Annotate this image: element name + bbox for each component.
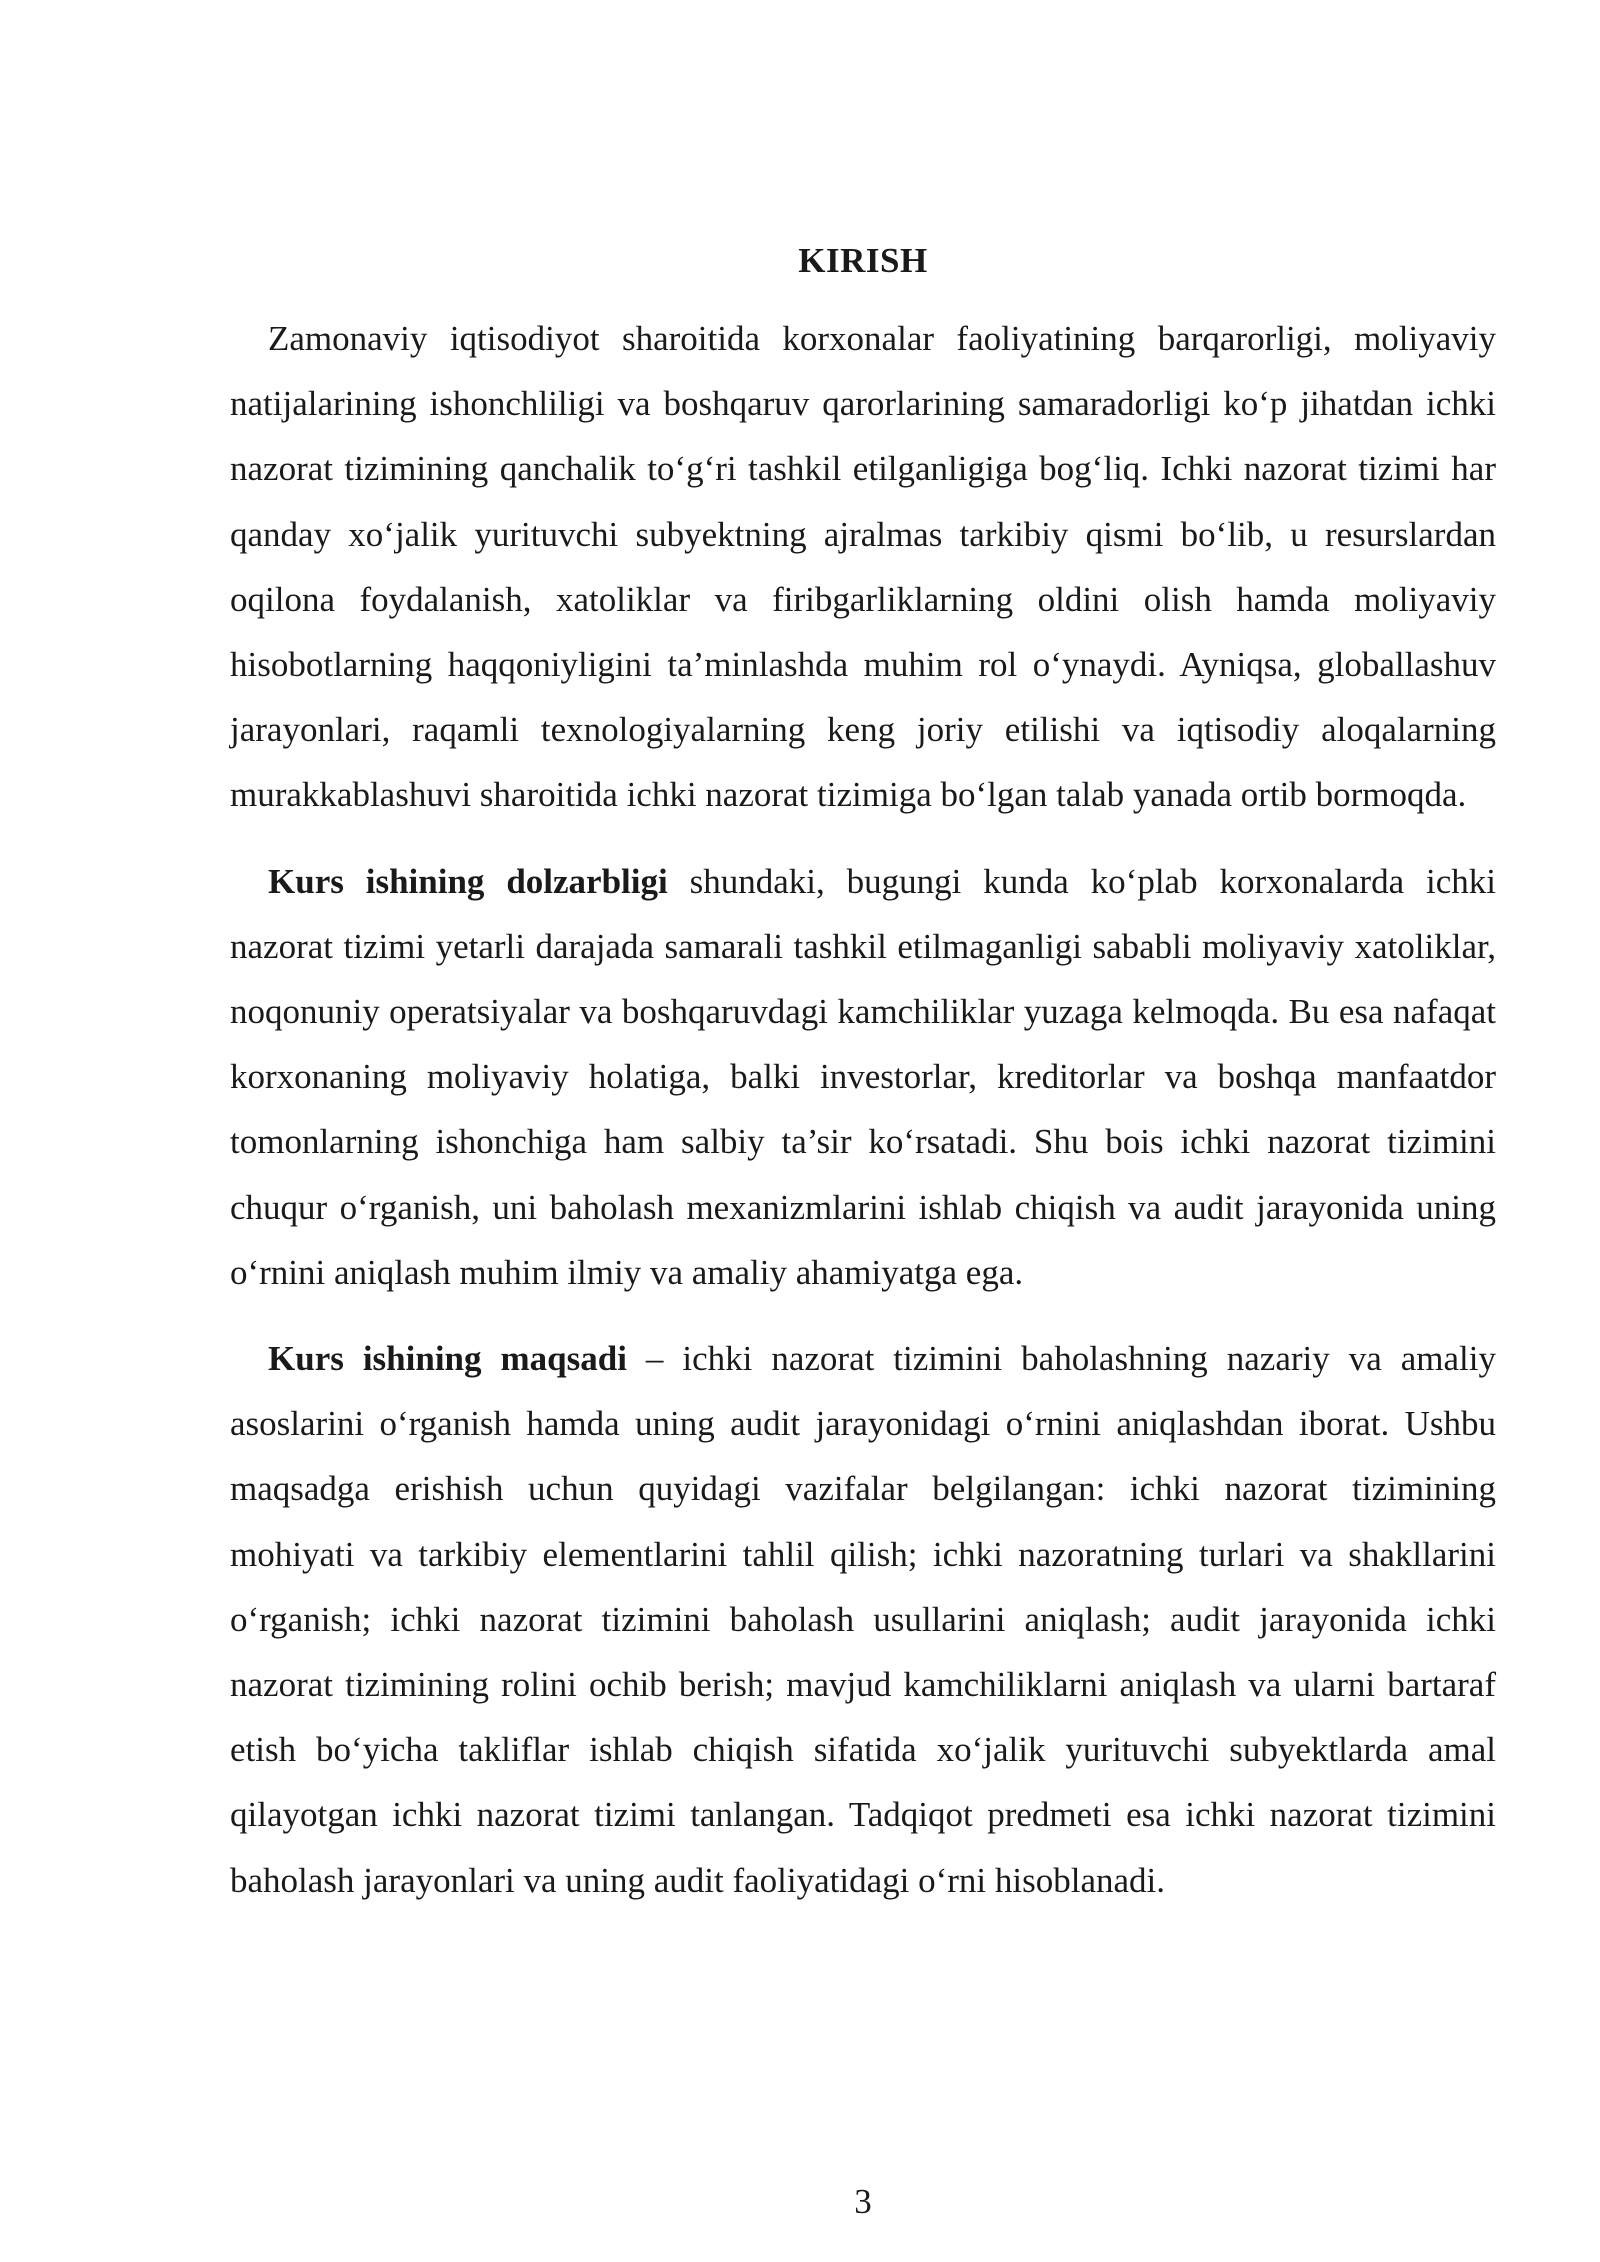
relevance-paragraph-text: shundaki, bugungi kunda ko‘plab korxonalarda ichki nazorat tizimi yetarli darajada samarali tashkil etilmaganligi sababli moliyaviy xatoliklar, noqonuniy operatsiyalar va boshqaruvdagi kamchiliklar yuzaga kelmoqda. Bu esa nafaqat korxonaning moliyaviy holatiga, balki investorlar, kreditorlar va boshqa manfaatdor tomonlarning ishonchiga ham salbiy ta’sir ko‘rsatadi. Shu bois ichki nazorat tizimini chuqur o‘rganish, uni baholash mexanizmlarini ishlab chiqish va audit jarayonida uning o‘rnini aniqlash muhim ilmiy va amaliy ahamiyatga ega. — [230, 861, 1496, 1292]
page-number: 3 — [854, 2182, 872, 2221]
intro-paragraph-text: Zamonaviy iqtisodiyot sharoitida korxonalar faoliyatining barqarorligi, moliyaviy natijalarining ishonchliligi va boshqaruv qarorlarining samaradorligi ko‘p jihatdan ichki nazorat tizimining qanchalik to‘g‘ri tashkil etilganligiga bog‘liq. Ichki nazorat tizimi har qanday xo‘jalik yurituvchi subyektning ajralmas tarkibiy qismi bo‘lib, u resurslardan oqilona foydalanish, xatoliklar va firibgarliklarning oldini olish hamda moliyaviy hisobotlarning haqqoniyligini ta’minlashda muhim rol o‘ynaydi. Ayniqsa, globallashuv jarayonlari, raqamli texnologiyalarning keng joriy etilishi va iqtisodiy aloqalarning murakkablashuvi sharoitida ichki nazorat tizimiga bo‘lgan talab yanada ortib bormoqda. — [230, 319, 1496, 815]
section-title: KIRISH — [798, 241, 928, 280]
goal-lead: Kurs ishining maqsadi — [268, 1339, 627, 1379]
goal-paragraph — [230, 1326, 1496, 1913]
relevance-lead: Kurs ishining dolzarbligi — [268, 861, 668, 901]
document-page — [230, 236, 1496, 1934]
goal-paragraph-text: – ichki nazorat tizimini baholashning nazariy va amaliy asoslarini o‘rganish hamda uning audit jarayonidagi o‘rnini aniqlashdan iborat. Ushbu maqsadga erishish uchun quyidagi vazifalar belgilangan: ichki nazorat tizimining mohiyati va tarkibiy elementlarini tahlil qilish; ichki nazoratning turlari va shakllarini o‘rganish; ichki nazorat tizimini baholash usullarini aniqlash; audit jarayonida ichki nazorat tizimining rolini ochib berish; mavjud kamchiliklarni aniqlash va ularni bartaraf etish bo‘yicha takliflar ishlab chiqish sifatida xo‘jalik yurituvchi subyektlarda amal qilayotgan ichki nazorat tizimi tanlangan. Tadqiqot predmeti esa ichki nazorat tizimini baholash jarayonlari va uning audit faoliyatidagi o‘rni hisoblanadi. — [230, 1339, 1496, 1900]
intro-paragraph — [230, 306, 1496, 828]
relevance-paragraph — [230, 849, 1496, 1305]
